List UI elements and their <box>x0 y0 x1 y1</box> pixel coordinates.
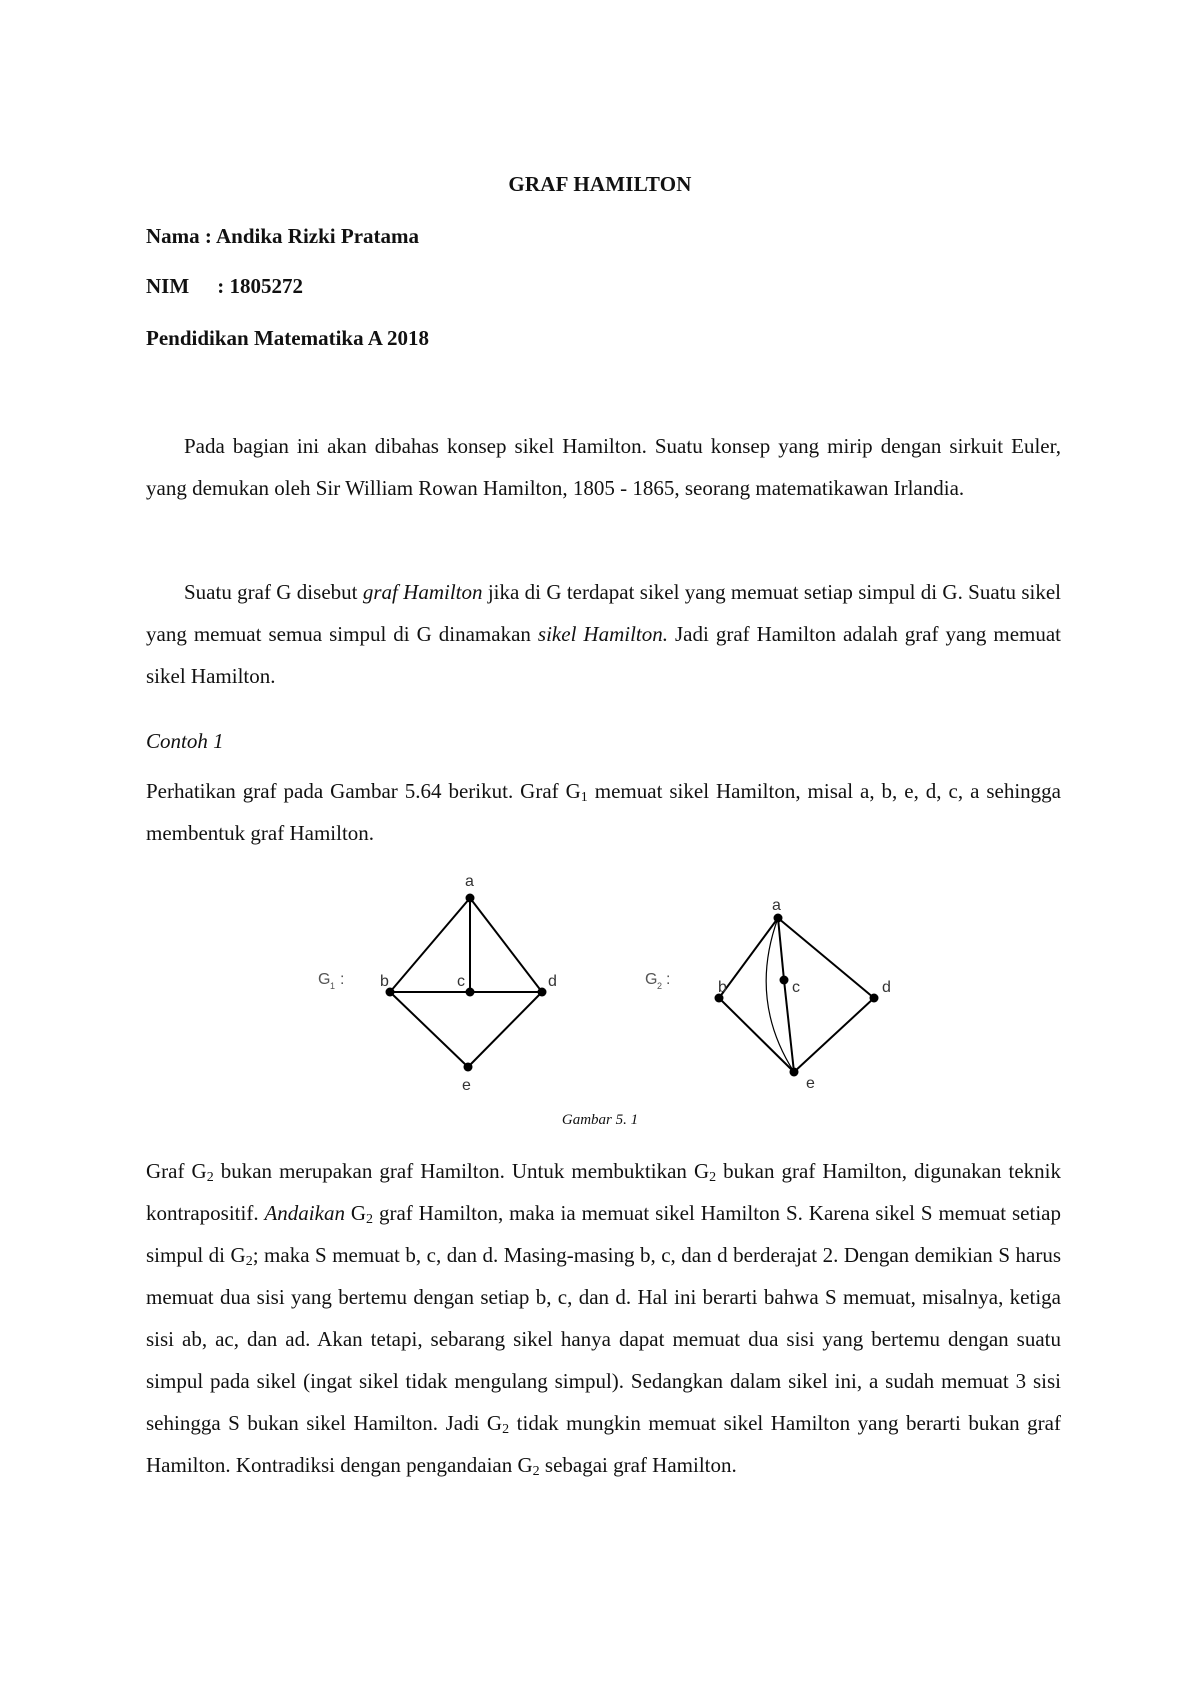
label-g1-d: d <box>548 973 557 990</box>
vertex-g1-d <box>538 988 547 997</box>
example-text-2: memuat sikel Hamilton, misal a, b, e, d, c, a sehingga membentuk graf Hamilton. <box>146 779 1062 845</box>
example-text-1: Perhatikan graf pada Gambar 5.64 berikut. Graf G <box>146 779 581 803</box>
proof-text-6: ; maka S memuat b, c, dan d. Masing-masing b, c, dan d berderajat 2. Dengan demikian S harus memuat dua sisi yang bertemu dengan setiap b, c, dan d. Hal ini berarti bahwa S memuat, misalnya, ketiga sisi ab, ac, dan ad. Akan tetapi, sebarang sikel hanya dapat memuat dua sisi yang bertemu dengan suatu simpul pada sikel (ingat sikel tidak mengulang simpul). Sedangkan dalam sikel ini, a sudah memuat 3 sisi sehingga S bukan sikel Hamilton. Jadi G <box>146 1243 1061 1435</box>
vertex-g2-c <box>780 976 789 985</box>
nim-value: : 1805272 <box>217 274 303 298</box>
proof-text-3: bukan graf Hamilton, digunakan teknik kontrapositif. <box>146 1159 1062 1225</box>
term-graf-hamilton: graf Hamilton <box>362 580 483 604</box>
edge-g2-ac <box>778 918 784 980</box>
label-g1-c: c <box>457 973 465 990</box>
vertex-g1-c <box>466 988 475 997</box>
proof-text-4: G <box>344 1201 367 1225</box>
name-label: Nama <box>146 224 200 248</box>
term-sikel-hamilton: sikel Hamilton. <box>537 622 668 646</box>
label-g1-e: e <box>462 1077 471 1094</box>
graph-figure <box>300 860 920 1110</box>
document-title: GRAF HAMILTON <box>508 172 692 196</box>
edge-g2-de <box>794 998 874 1072</box>
figure-caption: Gambar 5. 1 <box>561 1112 639 1128</box>
proof-text-7: tidak mungkin memuat sikel Hamilton yang berarti bukan graf Hamilton. Kontradiksi dengan pengandaian G <box>146 1411 1061 1477</box>
proof-text-8: sebagai graf Hamilton. <box>539 1453 737 1477</box>
definition-text-2: jika di G terdapat sikel yang memuat setiap simpul di G. Suatu sikel yang memuat semua simpul di G dinamakan <box>146 580 1061 646</box>
label-g1-b: b <box>380 973 389 990</box>
label-g2-c: c <box>792 979 800 996</box>
proof-sub-2: 2 <box>709 1170 717 1185</box>
g1-label: G <box>318 971 331 988</box>
definition-text-3: Jadi graf Hamilton adalah graf yang memuat sikel Hamilton. <box>146 622 1062 688</box>
g2-subscript: 2 <box>657 981 663 991</box>
edge-g1-de <box>468 992 542 1067</box>
term-andaikan: Andaikan <box>264 1201 345 1225</box>
vertex-g1-a <box>466 894 475 903</box>
vertex-g2-a <box>774 914 783 923</box>
vertex-g1-e <box>464 1063 473 1072</box>
vertex-g2-e <box>790 1068 799 1077</box>
edge-g2-be <box>719 998 794 1072</box>
label-g2-a: a <box>772 897 781 914</box>
label-g1-a: a <box>465 873 474 890</box>
proof-sub-3: 2 <box>366 1212 374 1227</box>
proof-text-1: Graf G <box>146 1159 207 1183</box>
example-label: Contoh 1 <box>146 729 224 753</box>
proof-sub-4: 2 <box>245 1254 253 1269</box>
paragraph-proof <box>146 1150 1061 1486</box>
proof-sub-5: 2 <box>502 1422 510 1437</box>
graph-g1 <box>390 898 542 1067</box>
name-value: : Andika Rizki Pratama <box>204 224 420 248</box>
subscript-1: 1 <box>580 790 588 805</box>
definition-text-1: Suatu graf G disebut <box>184 580 363 604</box>
label-g2-b: b <box>718 979 727 996</box>
label-g2-d: d <box>882 979 891 996</box>
g2-name <box>645 971 670 991</box>
program-line: Pendidikan Matematika A 2018 <box>146 326 429 350</box>
g2-label: G <box>645 971 658 988</box>
paragraph-intro: Pada bagian ini akan dibahas konsep sikel Hamilton. Suatu konsep yang mirip dengan sirkuit Euler, yang demukan oleh Sir William Rowan Hamilton, 1805 - 1865, seorang matematikawan Irlandia. <box>146 434 1061 500</box>
g2-colon: : <box>666 971 671 988</box>
proof-text-2: bukan merupakan graf Hamilton. Untuk membuktikan G <box>213 1159 710 1183</box>
name-line <box>146 224 419 249</box>
edge-g1-ad <box>470 898 542 992</box>
proof-sub-1: 2 <box>206 1170 214 1185</box>
label-g2-e: e <box>806 1075 815 1092</box>
g1-name <box>318 971 344 991</box>
vertex-g2-d <box>870 994 879 1003</box>
g1-colon: : <box>340 971 345 988</box>
paragraph-definition <box>146 571 1061 697</box>
g1-subscript: 1 <box>330 981 336 991</box>
nim-label: NIM <box>146 274 190 298</box>
proof-sub-6: 2 <box>532 1464 540 1479</box>
edge-g2-ab <box>719 918 778 998</box>
nim-line <box>146 274 303 299</box>
proof-text-5: graf Hamilton, maka ia memuat sikel Hamilton S. Karena sikel S memuat setiap simpul di G <box>146 1201 1061 1267</box>
edge-g1-be <box>390 992 468 1067</box>
paragraph-example <box>146 770 1061 854</box>
